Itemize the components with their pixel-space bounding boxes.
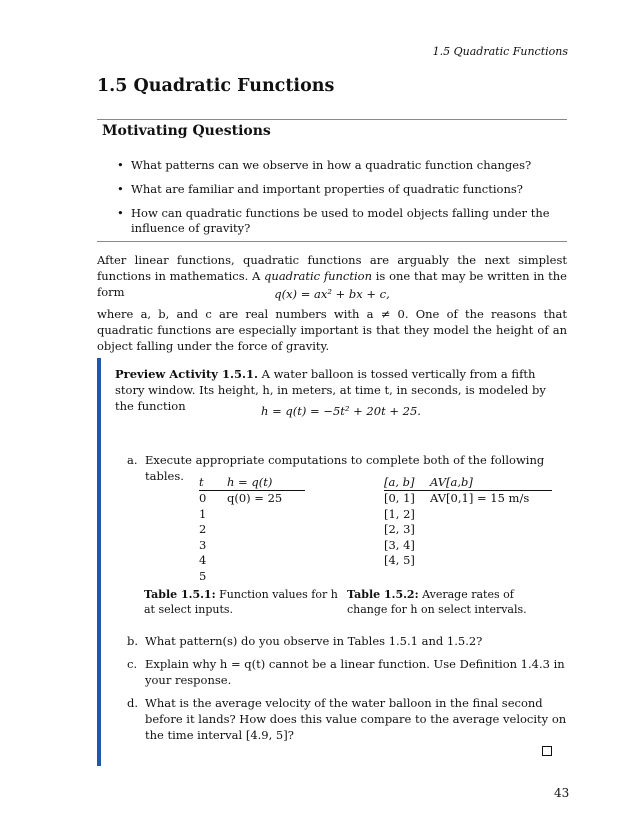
table1-cell: 3: [199, 537, 207, 552]
part-b-text: What pattern(s) do you observe in Tables 1.5.1 and 1.5.2?: [145, 634, 483, 648]
table1-cell: [227, 522, 305, 538]
table2-cell: [430, 537, 552, 553]
motivating-question: • How can quadratic functions be used to model objects falling under the influence of gravity?: [117, 206, 569, 236]
quadratic-equation: q(x) = ax² + bx + c,: [274, 287, 390, 301]
intro-paragraph-2: where a, b, and c are real numbers with a ≠ 0. One of the reasons that quadratic functions are especially important is that they model the height of an object falling under the force of gravity.: [97, 307, 567, 353]
motivating-questions-title: Motivating Questions: [102, 123, 271, 139]
motivating-question: • What are familiar and important properties of quadratic functions?: [117, 182, 569, 197]
qed-box: [542, 746, 552, 756]
table2-cell: [430, 506, 552, 522]
table1-cell: [227, 537, 305, 553]
table2-cell: [2, 3]: [384, 522, 415, 537]
table2-cell: [0, 1]: [384, 491, 415, 506]
part-b-label: b.: [127, 634, 139, 648]
table2-caption-text: Average rates of change for h on select intervals.: [347, 588, 527, 616]
table1-cell: 4: [199, 553, 207, 568]
part-c-text: Explain why h = q(t) cannot be a linear function. Use Definition 1.4.3 in your response.: [145, 657, 565, 687]
table2-header: AV[a,b]: [430, 474, 552, 490]
intro-text-cont: is one that may be written in the form: [97, 269, 567, 299]
table1-caption-label: Table 1.5.1:: [144, 588, 216, 601]
table1-caption-text: Function values for h at select inputs.: [144, 588, 338, 616]
table1-header: h = q(t): [227, 474, 305, 490]
page-number: 43: [554, 786, 570, 800]
part-c-label: c.: [127, 657, 138, 671]
table1-caption: [144, 587, 340, 617]
activity-label: Preview Activity 1.5.1.: [115, 367, 258, 381]
table2-caption-label: Table 1.5.2:: [347, 588, 419, 601]
activity-text: A water balloon is tossed vertically from a fifth story window. Its height, h, in meters, at time t, in seconds, is modeled by the function: [115, 367, 546, 413]
section-title: 1.5 Quadratic Functions: [97, 76, 335, 96]
table1-cell: 0: [199, 491, 207, 506]
part-a-label: a.: [127, 453, 138, 467]
table2-cell: AV[0,1] = 15 m/s: [430, 491, 530, 506]
table1-header: t: [199, 474, 227, 490]
table2-cell: [4, 5]: [384, 553, 415, 568]
activity-equation: h = q(t) = −5t² + 20t + 25.: [261, 404, 421, 418]
part-d-text: What is the average velocity of the water balloon in the final second before it lands? How does this value compare to the average velocity on the time interval [4.9, 5]?: [145, 696, 567, 742]
table-average-rates: [384, 474, 552, 568]
divider-bottom: [97, 241, 567, 242]
motivating-questions-list: [117, 158, 569, 245]
intro-text: After linear functions, quadratic functions are arguably the next simplest functions in mathematics. A: [97, 253, 567, 283]
table1-cell: q(0) = 25: [227, 491, 283, 506]
table1-cell: 1: [199, 506, 207, 521]
table2-cell: [3, 4]: [384, 537, 415, 552]
table2-cell: [430, 522, 552, 538]
motivating-question: • What patterns can we observe in how a quadratic function changes?: [117, 158, 569, 173]
table1-cell: 5: [199, 568, 207, 583]
table1-cell: 2: [199, 522, 207, 537]
activity-bar: [97, 358, 101, 766]
defined-term: quadratic function: [264, 269, 373, 283]
part-a-text: Execute appropriate computations to complete both of the following tables.: [145, 453, 545, 483]
table2-cell: [1, 2]: [384, 506, 415, 521]
table-function-values: [199, 474, 305, 584]
table1-cell: [227, 506, 305, 522]
running-header: 1.5 Quadratic Functions: [432, 45, 568, 58]
table1-cell: [227, 568, 305, 584]
table2-header: [a, b]: [384, 474, 430, 490]
table2-caption: [347, 587, 547, 617]
table1-cell: [227, 553, 305, 569]
divider-top: [97, 119, 567, 120]
table2-cell: [430, 553, 552, 569]
part-d-label: d.: [127, 696, 139, 710]
